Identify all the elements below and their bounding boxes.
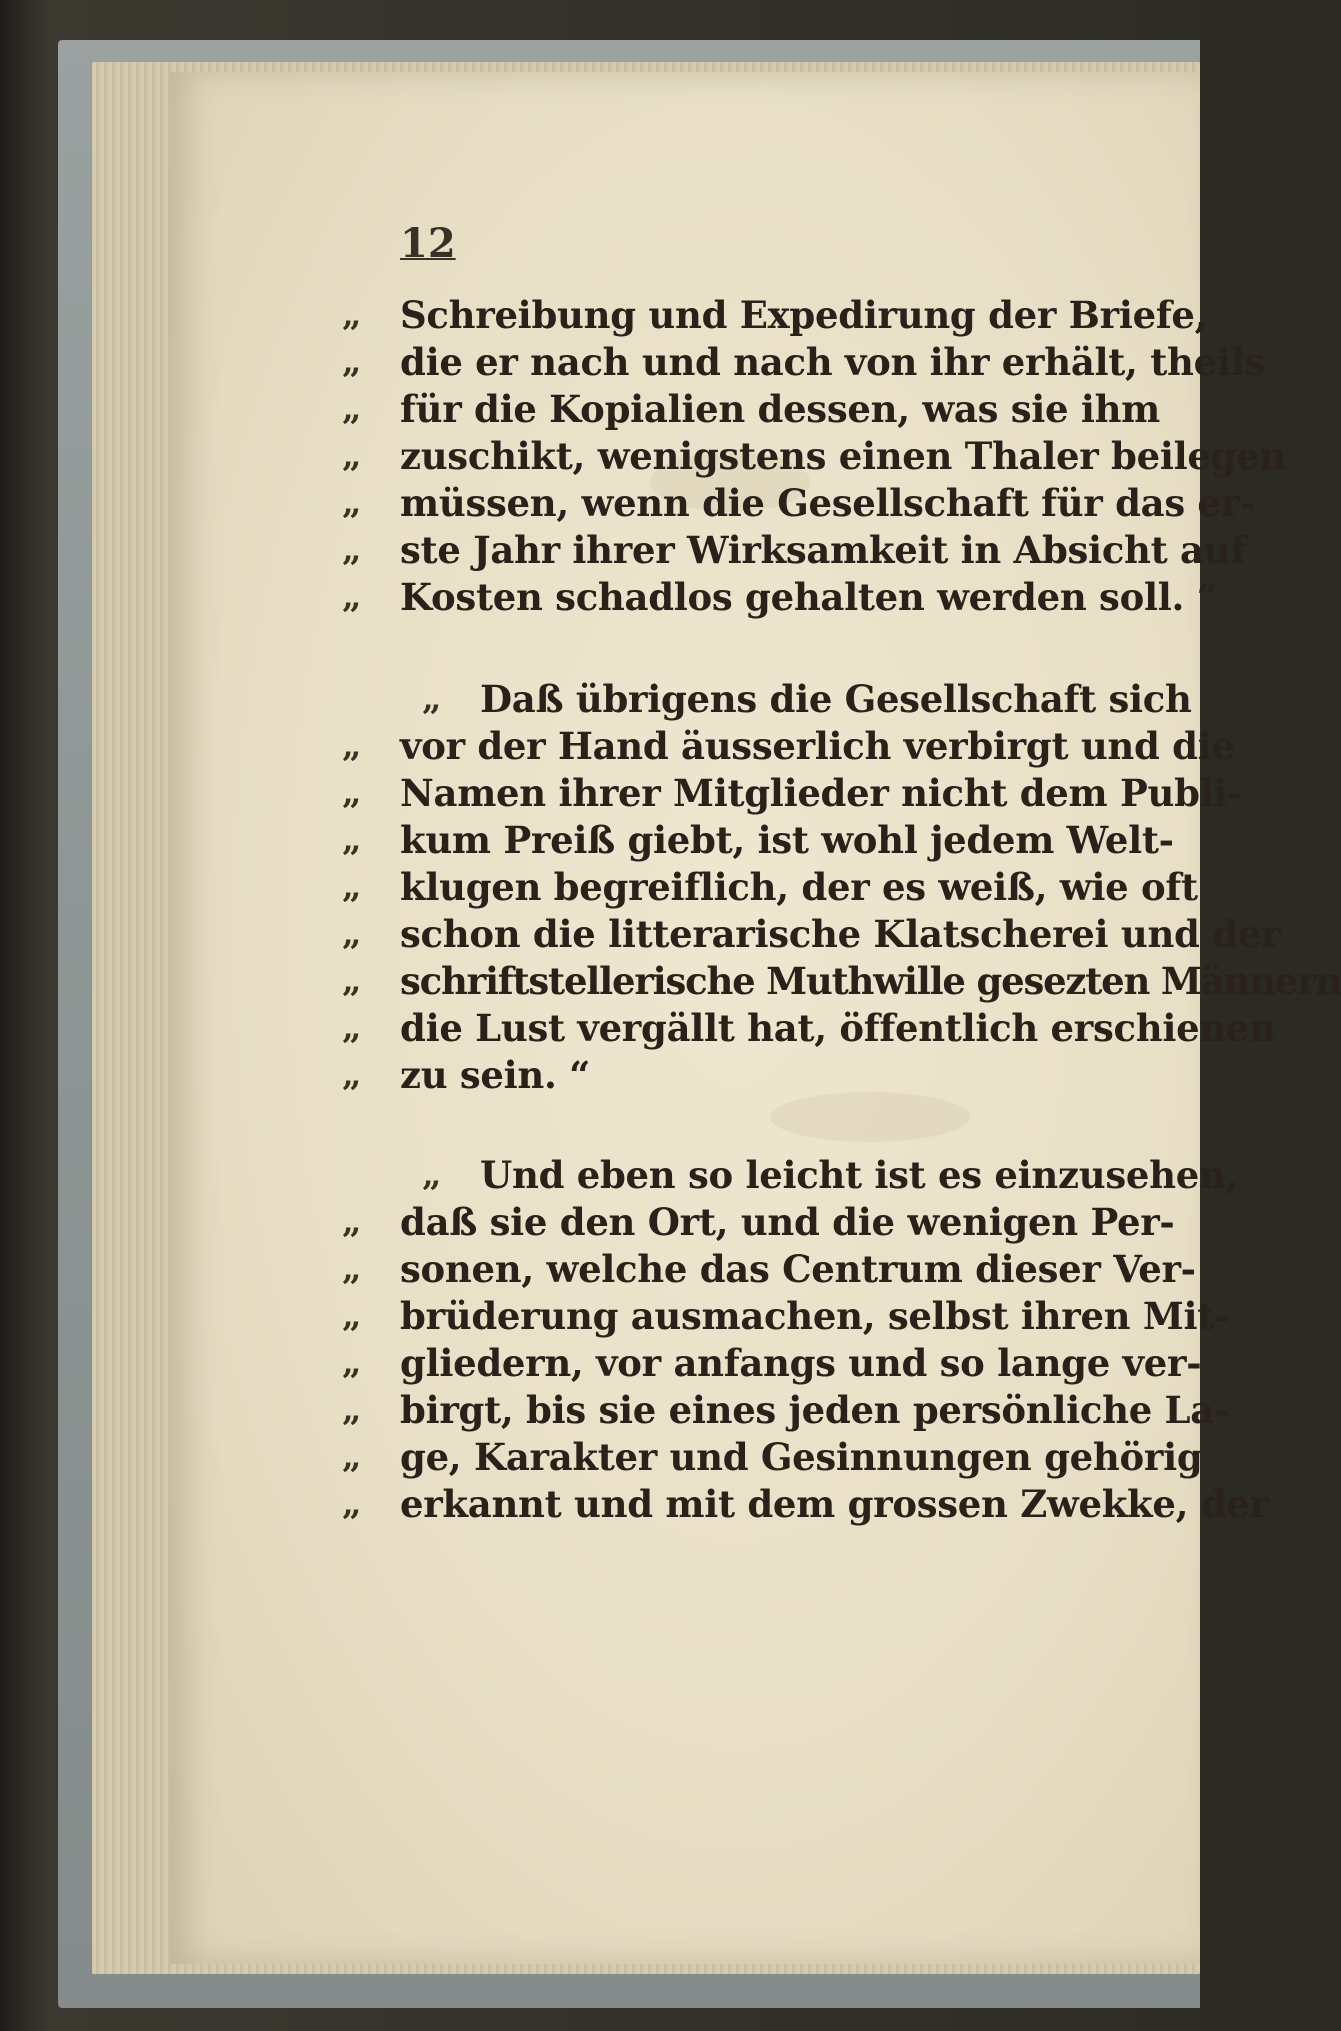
text-line <box>342 1434 1203 1481</box>
line-text: Namen ihrer Mitglieder nicht dem Publi- <box>400 771 1243 815</box>
quote-mark: „ <box>342 483 362 523</box>
text-line <box>342 480 1255 527</box>
text-line <box>342 527 1246 574</box>
line-text: müssen, wenn die Gesellschaft für das er- <box>400 481 1255 525</box>
text-line <box>342 1340 1202 1387</box>
text-line <box>342 1293 1230 1340</box>
quote-mark: „ <box>342 295 362 335</box>
quote-mark: „ <box>342 1055 362 1095</box>
line-text: zu sein. “ <box>400 1053 591 1097</box>
quote-mark: „ <box>422 679 442 719</box>
quote-mark: „ <box>342 1202 362 1242</box>
line-text: die er nach und nach von ihr erhält, theils <box>400 340 1265 384</box>
line-text: Kosten schadlos gehalten werden soll. “ <box>400 575 1218 619</box>
line-text: birgt, bis sie eines jeden persönliche La- <box>400 1388 1229 1432</box>
line-text: klugen begreiflich, der es weiß, wie oft <box>400 865 1198 909</box>
quote-mark: „ <box>342 1343 362 1383</box>
quote-mark: „ <box>342 867 362 907</box>
quote-mark: „ <box>342 1437 362 1477</box>
page-stain <box>770 1092 970 1142</box>
line-text: vor der Hand äusserlich verbirgt und die <box>400 724 1235 768</box>
page-number: 12 <box>400 220 456 267</box>
text-line <box>342 292 1208 339</box>
line-text: zuschikt, wenigstens einen Thaler beilegen <box>400 434 1286 478</box>
quote-mark: „ <box>342 1390 362 1430</box>
quote-mark: „ <box>342 1249 362 1289</box>
line-text: für die Kopialien dessen, was sie ihm <box>400 387 1161 431</box>
paragraph-1 <box>342 292 1286 621</box>
paragraph-3 <box>342 1152 1269 1528</box>
text-line <box>342 1199 1175 1246</box>
text-line <box>342 433 1286 480</box>
line-text: schon die litterarische Klatscherei und der <box>400 912 1281 956</box>
line-text: ge, Karakter und Gesinnungen gehörig <box>400 1435 1203 1479</box>
line-text: sonen, welche das Centrum dieser Ver- <box>400 1247 1196 1291</box>
line-text: schriftstellerische Muthwille gesezten Männern <box>400 959 1341 1003</box>
text-line <box>342 911 1281 958</box>
text-line <box>342 1005 1276 1052</box>
text-line <box>342 864 1198 911</box>
line-text: Und eben so leicht ist es einzusehen, <box>480 1153 1239 1197</box>
quote-mark: „ <box>342 342 362 382</box>
line-text: gliedern, vor anfangs und so lange ver- <box>400 1341 1202 1385</box>
text-line <box>342 386 1161 433</box>
line-text: die Lust vergällt hat, öffentlich erschienen <box>400 1006 1276 1050</box>
quote-mark: „ <box>342 726 362 766</box>
quote-mark: „ <box>342 577 362 617</box>
line-text: Schreibung und Expedirung der Briefe, <box>400 293 1208 337</box>
quote-mark: „ <box>342 1008 362 1048</box>
quote-mark: „ <box>342 1484 362 1524</box>
line-text: ste Jahr ihrer Wirksamkeit in Absicht auf <box>400 528 1246 572</box>
line-text: daß sie den Ort, und die wenigen Per- <box>400 1200 1175 1244</box>
quote-mark: „ <box>342 1296 362 1336</box>
quote-mark: „ <box>342 820 362 860</box>
line-text: Daß übrigens die Gesellschaft sich <box>480 677 1192 721</box>
quote-mark: „ <box>342 961 361 1001</box>
text-line <box>342 339 1265 386</box>
text-line <box>342 1052 1127 1099</box>
quote-mark: „ <box>342 389 362 429</box>
text-line <box>342 958 1341 1005</box>
text-line <box>342 574 1218 621</box>
text-line <box>342 1481 1269 1528</box>
quote-mark: „ <box>342 914 362 954</box>
paragraph-2 <box>342 676 1341 1099</box>
text-line <box>400 1152 1239 1199</box>
line-text: kum Preiß giebt, ist wohl jedem Welt- <box>400 818 1174 862</box>
text-line <box>342 723 1235 770</box>
text-line <box>342 817 1174 864</box>
quote-mark: „ <box>342 530 362 570</box>
text-line <box>342 1387 1229 1434</box>
line-text: brüderung ausmachen, selbst ihren Mit- <box>400 1294 1230 1338</box>
quote-mark: „ <box>342 436 362 476</box>
quote-mark: „ <box>422 1155 442 1195</box>
line-text: erkannt und mit dem grossen Zwekke, der <box>400 1482 1269 1526</box>
text-line <box>342 770 1243 817</box>
text-line <box>342 1246 1196 1293</box>
quote-mark: „ <box>342 773 362 813</box>
text-line <box>400 676 1192 723</box>
